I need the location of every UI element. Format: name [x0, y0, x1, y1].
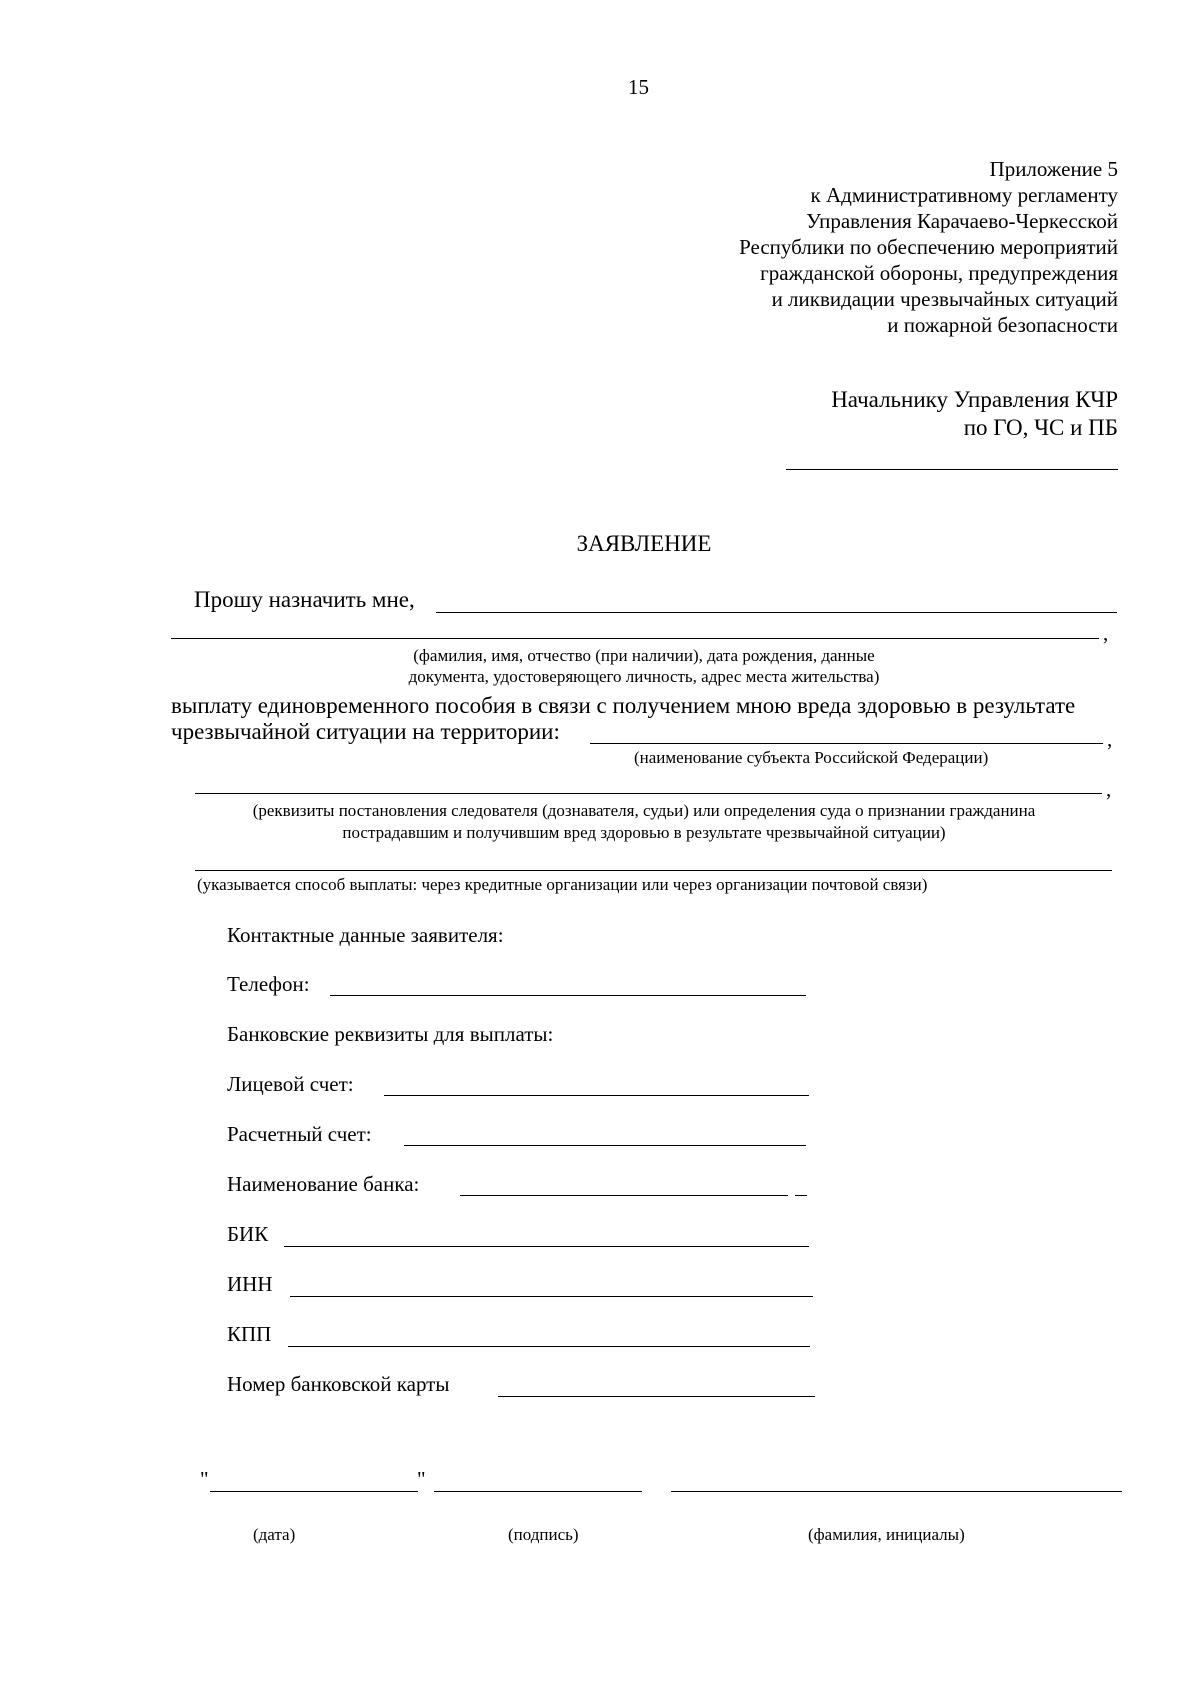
appendix-line: к Административному регламенту: [810, 183, 1118, 207]
card-number-field[interactable]: [498, 1396, 815, 1397]
applicant-details-field[interactable]: [171, 638, 1099, 639]
comma: ,: [1106, 777, 1112, 801]
addressee-line: по ГО, ЧС и ПБ: [963, 415, 1118, 440]
hint-decree-line1: (реквизиты постановления следователя (дознавателя, судьи) или определения суда о признании гражданина: [252, 801, 1036, 820]
inn-field[interactable]: [290, 1296, 813, 1297]
document-title: ЗАЯВЛЕНИЕ: [576, 531, 712, 556]
applicant-name-field[interactable]: [436, 612, 1117, 613]
card-number-label: Номер банковской карты: [227, 1372, 450, 1396]
region-field[interactable]: [590, 743, 1103, 744]
hint-decree-line2: пострадавшим и получившим вред здоровью в результате чрезвычайной ситуации): [342, 823, 946, 842]
settlement-account-label: Расчетный счет:: [227, 1122, 372, 1146]
appendix-line: и пожарной безопасности: [887, 313, 1118, 337]
addressee-block: [598, 386, 1118, 442]
payment-text-line1: выплату единовременного пособия в связи с получением мною вреда здоровью в результате: [171, 693, 1076, 718]
quote-open: ": [200, 1467, 209, 1491]
bank-name-label: Наименование банка:: [227, 1172, 420, 1196]
contacts-heading: Контактные данные заявителя:: [227, 923, 504, 947]
bank-name-field[interactable]: [460, 1195, 788, 1196]
comma: ,: [1103, 621, 1109, 645]
hint-person-line2: документа, удостоверяющего личность, адрес места жительства): [408, 667, 880, 686]
addressee-line: Начальнику Управления КЧР: [831, 387, 1118, 412]
appendix-block: [598, 156, 1118, 338]
hint-person-line1: (фамилия, имя, отчество (при наличии), дата рождения, данные: [413, 646, 875, 665]
appendix-line: Управления Карачаево-Черкесской: [806, 209, 1118, 233]
date-caption: (дата): [253, 1525, 296, 1544]
phone-label: Телефон:: [227, 972, 310, 996]
request-label: Прошу назначить мне,: [194, 587, 415, 612]
addressee-name-field[interactable]: [786, 469, 1118, 470]
date-field[interactable]: [210, 1491, 418, 1492]
personal-account-label: Лицевой счет:: [227, 1072, 354, 1096]
inn-label: ИНН: [227, 1272, 273, 1296]
bik-label: БИК: [227, 1222, 269, 1246]
appendix-line: и ликвидации чрезвычайных ситуаций: [771, 287, 1118, 311]
hint-region: (наименование субъекта Российской Федерации): [634, 748, 989, 767]
bik-field[interactable]: [284, 1246, 809, 1247]
settlement-account-field[interactable]: [404, 1145, 806, 1146]
page-number: 15: [628, 75, 649, 99]
full-name-field[interactable]: [671, 1491, 1122, 1492]
payment-text-line2: чрезвычайной ситуации на территории:: [171, 719, 560, 744]
signature-field[interactable]: [434, 1491, 642, 1492]
kpp-field[interactable]: [288, 1346, 810, 1347]
payment-method-field[interactable]: [195, 870, 1112, 871]
hint-payment-method: (указывается способ выплаты: через кредитные организации или через организации почтовой связи): [197, 875, 928, 894]
appendix-line: Республики по обеспечению мероприятий: [739, 235, 1118, 259]
phone-field[interactable]: [330, 995, 806, 996]
quote-close: ": [417, 1467, 426, 1491]
appendix-line: Приложение 5: [989, 157, 1118, 181]
comma: ,: [1107, 727, 1113, 751]
appendix-line: гражданской обороны, предупреждения: [760, 261, 1118, 285]
bank-name-field-tail: [795, 1195, 807, 1196]
kpp-label: КПП: [227, 1322, 272, 1346]
name-caption: (фамилия, инициалы): [808, 1525, 965, 1544]
personal-account-field[interactable]: [384, 1095, 809, 1096]
bank-details-heading: Банковские реквизиты для выплаты:: [227, 1022, 554, 1046]
signature-caption: (подпись): [508, 1525, 579, 1544]
decree-field[interactable]: [195, 793, 1102, 794]
